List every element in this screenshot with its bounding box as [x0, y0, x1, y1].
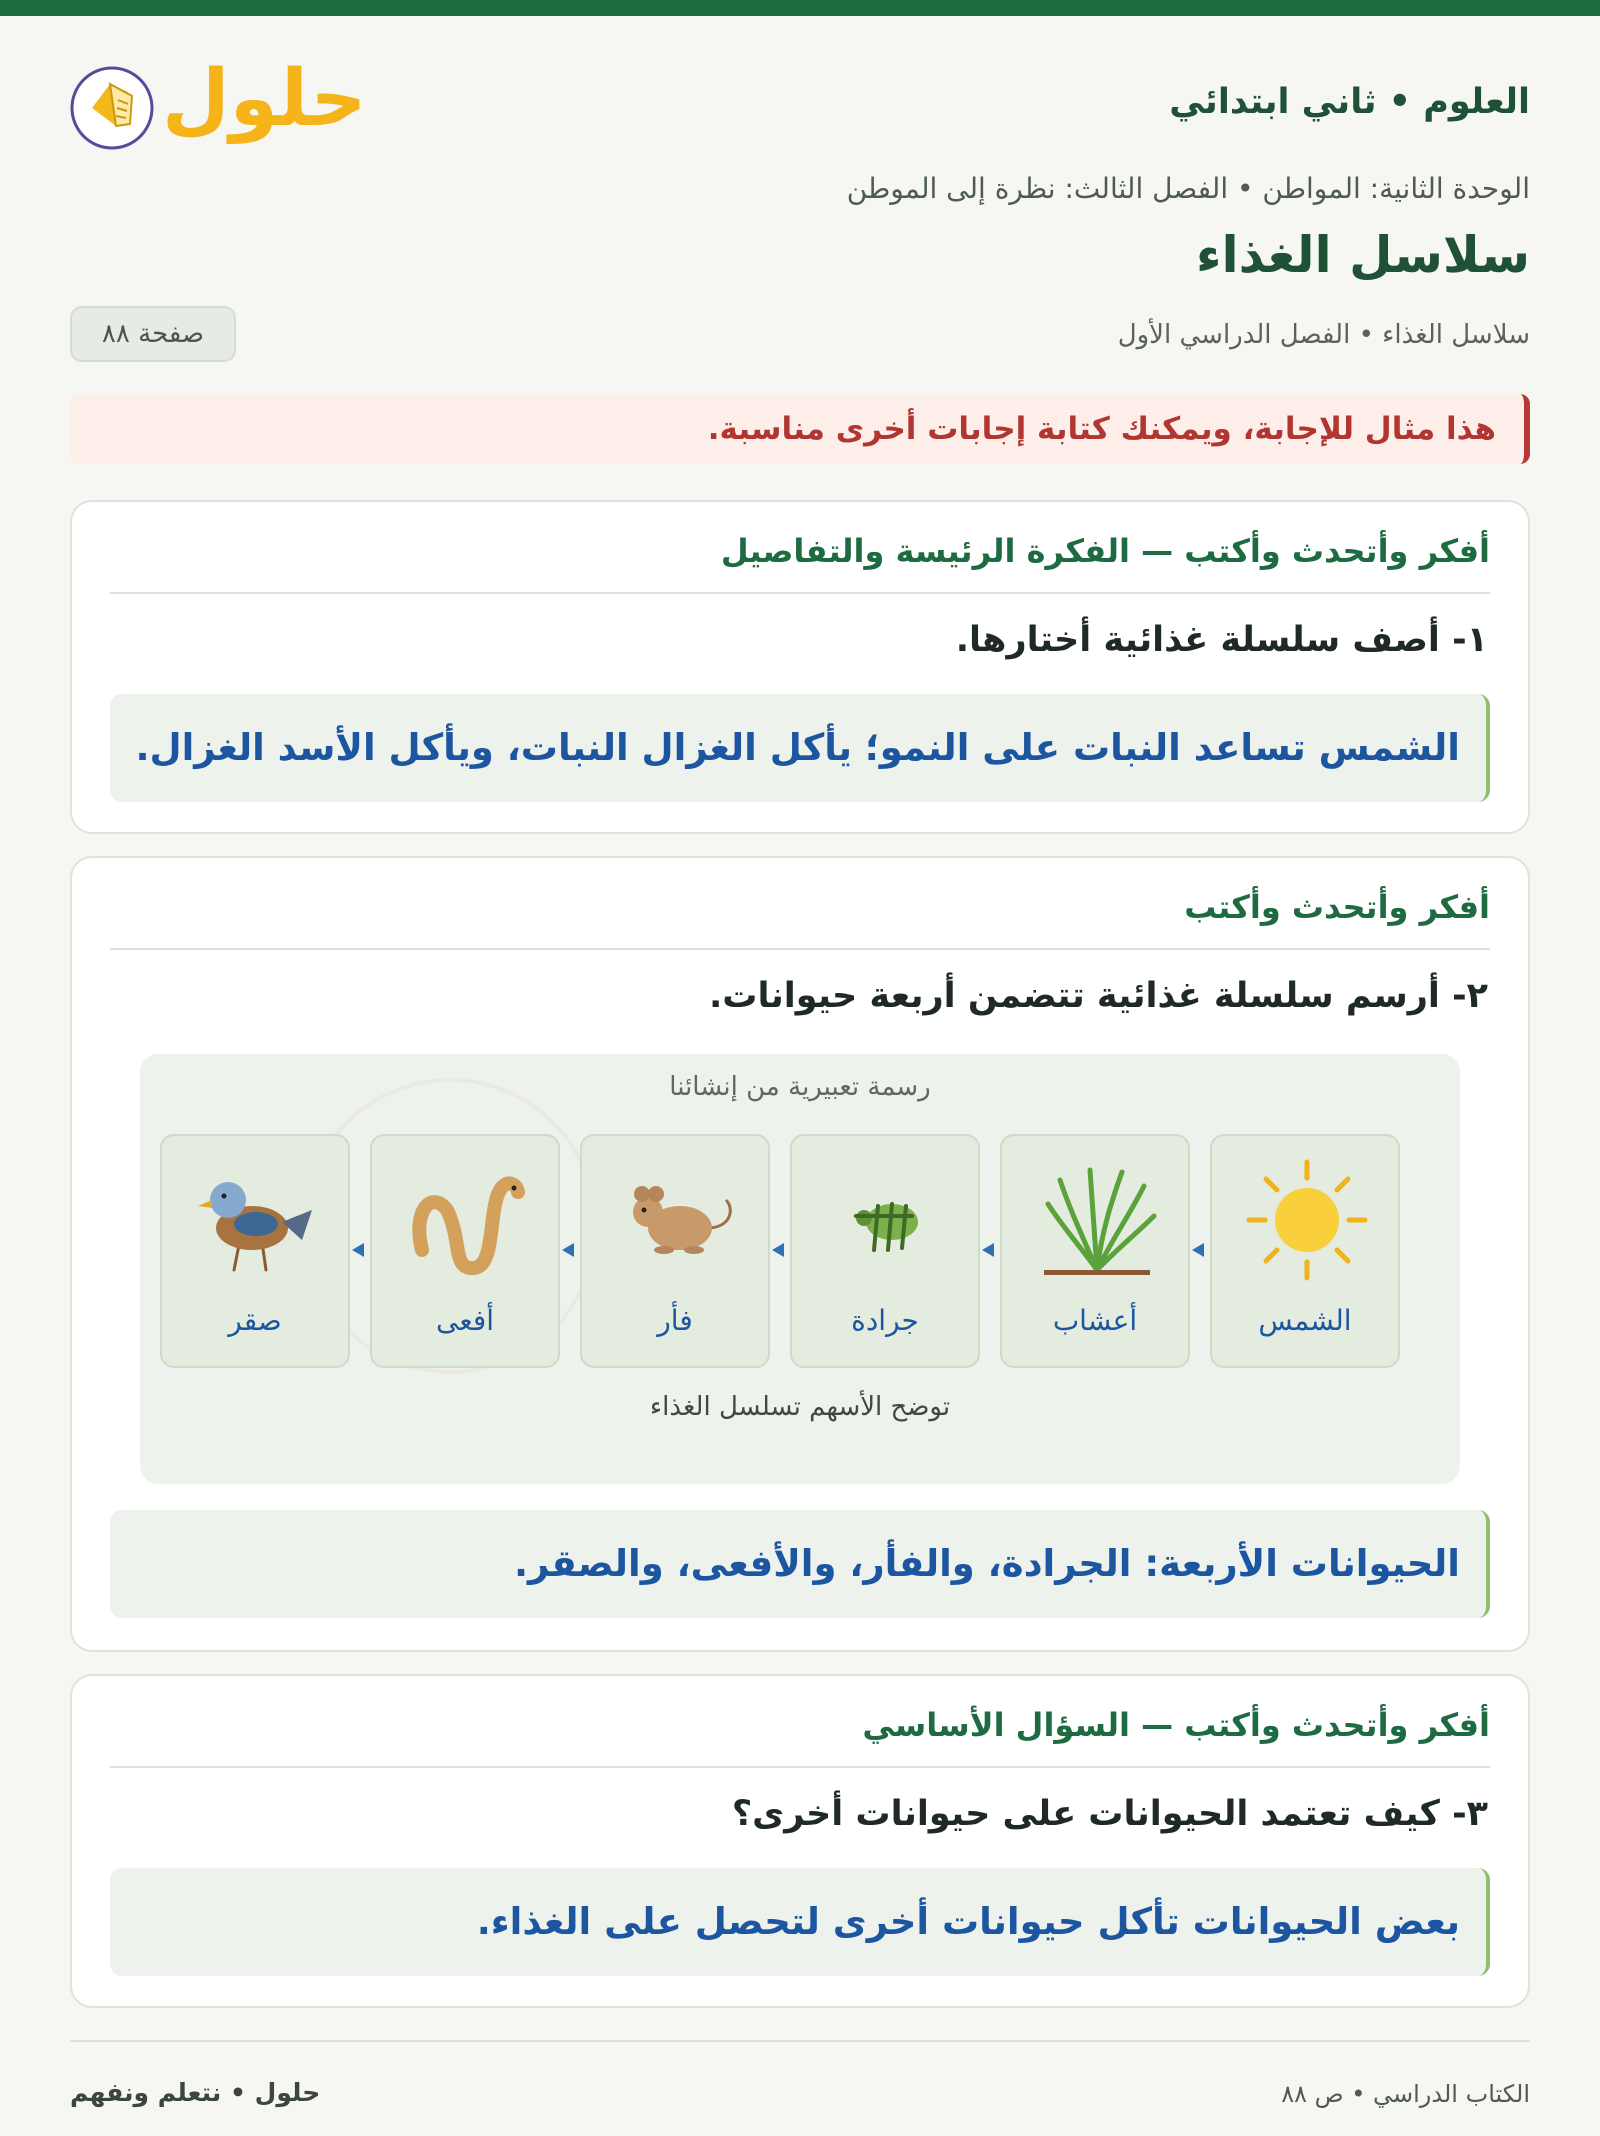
- section-heading: أفكر وأتحدث وأكتب — الفكرة الرئيسة والتفاصيل: [110, 532, 1490, 594]
- grass-icon: [1022, 1150, 1172, 1290]
- chain-node-grass: [1000, 1134, 1190, 1368]
- arrow-left-icon: [770, 1240, 790, 1260]
- node-label: أعشاب: [1052, 1304, 1138, 1337]
- node-label: فأر: [657, 1304, 693, 1337]
- node-label: جرادة: [851, 1304, 919, 1337]
- node-label: الشمس: [1258, 1304, 1352, 1337]
- question-text: ٢- أرسم سلسلة غذائية تتضمن أربعة حيوانات.: [709, 976, 1488, 1016]
- node-label: صقر: [228, 1304, 282, 1337]
- unit-line: الوحدة الثانية: المواطن • الفصل الثالث: نظرة إلى الموطن: [846, 172, 1530, 205]
- example-answer-note: هذا مثال للإجابة، ويمكنك كتابة إجابات أخرى مناسبة.: [70, 394, 1530, 464]
- chain-node-snake: [370, 1134, 560, 1368]
- chain-node-sun: [1210, 1134, 1400, 1368]
- logo-text: حلول: [162, 54, 367, 144]
- page-header: [70, 48, 1530, 158]
- top-accent-bar: [0, 0, 1600, 16]
- breadcrumb: سلاسل الغذاء • الفصل الدراسي الأول: [1117, 320, 1530, 350]
- arrow-left-icon: [350, 1240, 370, 1260]
- chain-node-mouse: [580, 1134, 770, 1368]
- section-heading: أفكر وأتحدث وأكتب: [110, 888, 1490, 950]
- food-chain-diagram: [140, 1054, 1460, 1484]
- question-text: ٣- كيف تعتمد الحيوانات على حيوانات أخرى؟: [731, 1794, 1488, 1834]
- question-card-1: [70, 500, 1530, 834]
- page-footer: [70, 2040, 1530, 2108]
- arrow-left-icon: [1190, 1240, 1210, 1260]
- question-text: ١- أصف سلسلة غذائية أختارها.: [955, 620, 1488, 660]
- mouse-icon: [602, 1150, 752, 1290]
- diagram-caption-bottom: توضح الأسهم تسلسل الغذاء: [649, 1392, 951, 1422]
- question-card-2: [70, 856, 1530, 1652]
- logo: [70, 48, 367, 158]
- snake-icon: [392, 1150, 542, 1290]
- footer-page-ref: الكتاب الدراسي • ص ٨٨: [1281, 2080, 1530, 2108]
- hawk-icon: [182, 1150, 332, 1290]
- page-number-badge: صفحة ٨٨: [70, 306, 236, 362]
- section-heading: أفكر وأتحدث وأكتب — السؤال الأساسي: [110, 1706, 1490, 1768]
- subject-title: العلوم • ثاني ابتدائي: [1169, 82, 1530, 122]
- sun-icon: [1232, 1150, 1382, 1290]
- page-title: سلاسل الغذاء: [1195, 226, 1530, 284]
- arrow-left-icon: [980, 1240, 1000, 1260]
- chain-node-hawk: [160, 1134, 350, 1368]
- question-card-3: [70, 1674, 1530, 2008]
- arrow-left-icon: [560, 1240, 580, 1260]
- node-label: أفعى: [435, 1304, 494, 1337]
- answer-box: بعض الحيوانات تأكل حيوانات أخرى لتحصل على الغذاء.: [110, 1868, 1490, 1976]
- diagram-caption-top: رسمة تعبيرية من إنشائنا: [669, 1072, 931, 1102]
- answer-box: الحيوانات الأربعة: الجرادة، والفأر، والأفعى، والصقر.: [110, 1510, 1490, 1618]
- footer-brand: حلول • نتعلم ونفهم: [70, 2078, 321, 2107]
- grasshopper-icon: [812, 1150, 962, 1290]
- chain-node-grasshopper: [790, 1134, 980, 1368]
- answer-box: الشمس تساعد النبات على النمو؛ يأكل الغزال النبات، ويأكل الأسد الغزال.: [110, 694, 1490, 802]
